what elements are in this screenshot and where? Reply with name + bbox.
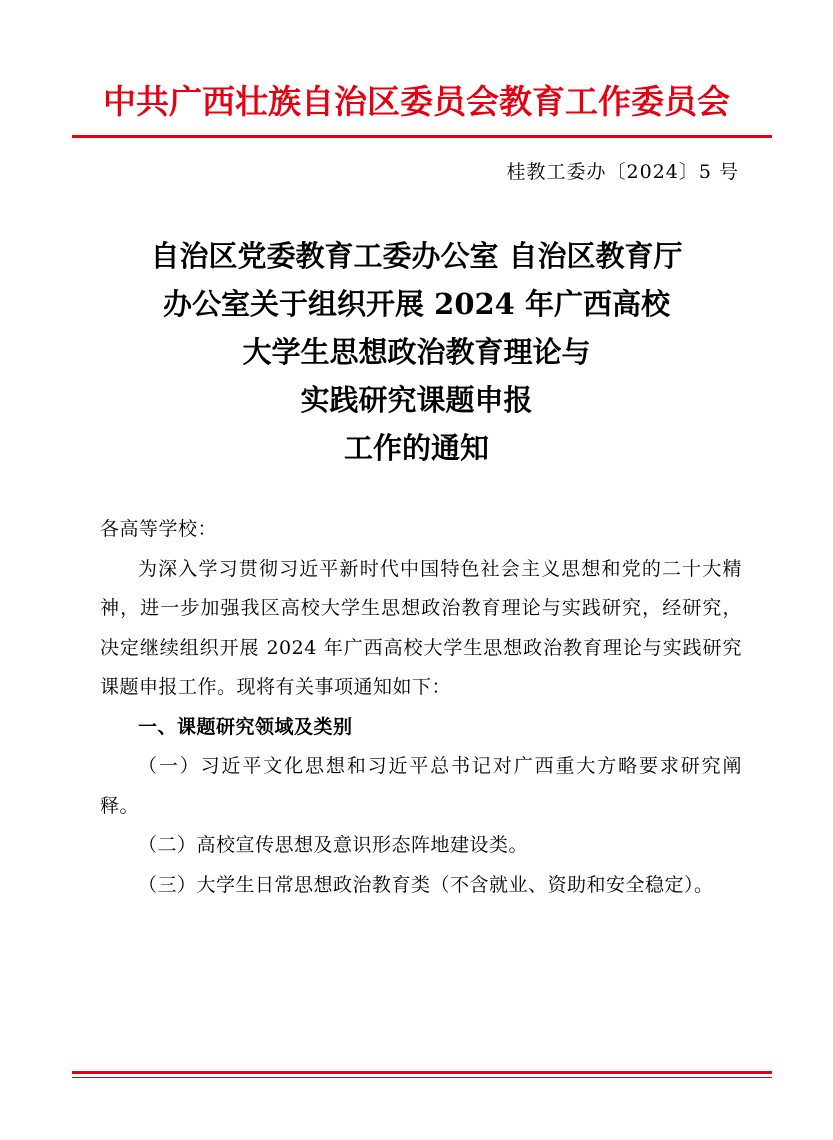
document-title [0,232,833,472]
intro-paragraph: 为深入学习贯彻习近平新时代中国特色社会主义思想和党的二十大精神，进一步加强我区高校大学生思想政治教育理论与实践研究，经研究，决定继续组织开展 2024 年广西高校大学生思想政治教育理论与实践研究课题申报工作。现将有关事项通知如下： [100,557,742,698]
salutation: 各高等学校： [100,518,218,540]
section-heading: 一、课题研究领域及类别 [138,715,353,738]
list-item: （二）高校宣传思想及意识形态阵地建设类。 [138,834,529,856]
document-number: 桂教工委办〔2024〕5 号 [506,161,739,183]
list-item: （一）习近平文化思想和习近平总书记对广西重大方略要求研究阐释。 [100,755,742,817]
document-body [100,510,742,905]
footer-divider [72,1071,772,1074]
title-line: 自治区党委教育工委办公室 自治区教育厅 [150,239,683,273]
title-line: 工作的通知 [343,431,489,465]
title-line: 大学生思想政治教育理论与 [242,335,591,369]
footer-divider-thin [72,1077,772,1078]
list-item: （三）大学生日常思想政治教育类（不含就业、资助和安全稳定）。 [138,873,714,896]
title-line: 实践研究课题申报 [300,383,533,417]
title-line: 办公室关于组织开展 2024 年广西高校 [163,287,670,321]
issuer-masthead: 中共广西壮族自治区委员会教育工作委员会 [103,82,730,121]
masthead-divider [72,135,772,138]
